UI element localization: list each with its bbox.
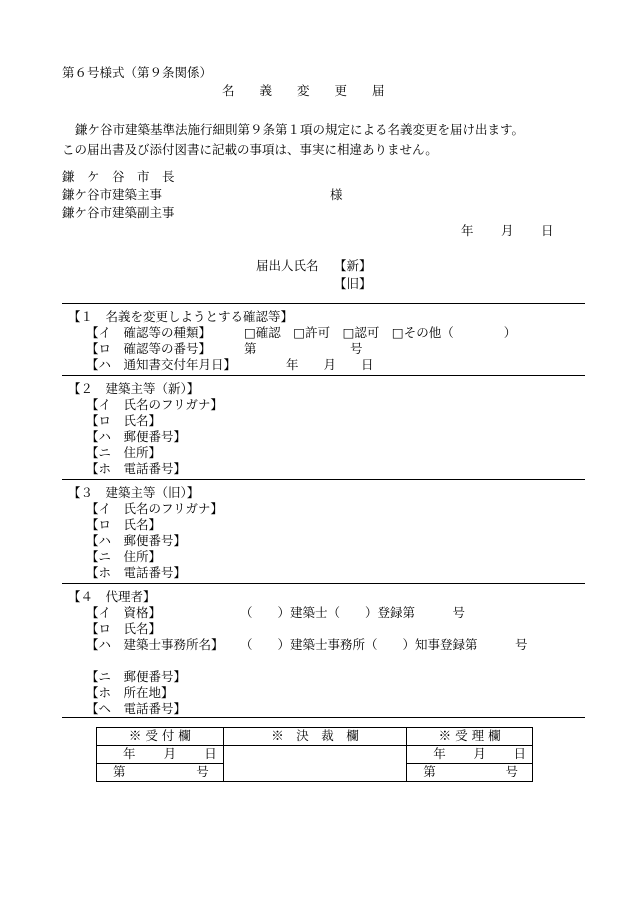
- form-title: 名 義 変 更 届: [222, 83, 385, 98]
- processing-number: [407, 764, 533, 782]
- section1-type-label: 【イ 確認等の種類】: [86, 325, 212, 340]
- section1-date-value: 年 月 日: [286, 357, 374, 372]
- section3-item: 【ロ 氏名】: [86, 517, 162, 532]
- received-date: [97, 746, 224, 764]
- section4-office-label: 【ハ 建築士事務所名】: [86, 637, 224, 652]
- processing-month: 月: [473, 746, 486, 762]
- received-number: [97, 764, 224, 782]
- received-day: 日: [204, 746, 217, 762]
- section2-item: 【ニ 住所】: [86, 445, 162, 460]
- section1-number-label: 【ロ 確認等の番号】: [86, 341, 212, 356]
- addressee-sama: 様: [330, 187, 343, 202]
- applicant-new: 【新】: [334, 258, 372, 273]
- processing-go: 号: [505, 764, 518, 780]
- section2-item: 【ハ 郵便番号】: [86, 429, 187, 444]
- divider: [62, 375, 585, 376]
- processing-day: 日: [513, 746, 526, 762]
- processing-header: ※ 受 理 欄: [407, 728, 533, 746]
- section2-item: 【ロ 氏名】: [86, 413, 162, 428]
- received-month: 月: [163, 746, 177, 762]
- decision-header: ※ 決 裁 欄: [223, 728, 407, 746]
- section4-title: 【４ 代理者】: [68, 589, 156, 604]
- section1-title: 【１ 名義を変更しようとする確認等】: [68, 309, 294, 324]
- date-year: 年: [461, 223, 474, 238]
- received-year: 年: [123, 746, 136, 762]
- divider: [62, 479, 585, 480]
- section3-item: 【ハ 郵便番号】: [86, 533, 187, 548]
- section1-type-options: □確認 □許可 □認可 □その他（ ）: [244, 325, 517, 340]
- divider: [62, 303, 585, 304]
- addressee-mayor: 鎌 ケ 谷 市 長: [62, 169, 175, 184]
- section3-item: 【イ 氏名のフリガナ】: [86, 501, 223, 516]
- processing-date: [407, 746, 533, 764]
- applicant-old: 【旧】: [334, 276, 372, 291]
- section4-item: 【ヘ 電話番号】: [86, 701, 187, 716]
- addressee-chief: 鎌ケ谷市建築主事: [62, 187, 163, 202]
- applicant-label: 届出人氏名: [256, 258, 319, 273]
- decision-cell: [223, 746, 407, 782]
- section2-title: 【２ 建築主等（新）】: [68, 381, 200, 396]
- processing-year: 年: [433, 746, 446, 762]
- section4-item: 【ニ 郵便番号】: [86, 669, 187, 684]
- section4-qualification-label: 【イ 資格】: [86, 605, 162, 620]
- section1-date-label: 【ハ 通知書交付年月日】: [86, 357, 237, 372]
- section4-qualification-value: （ ）建築士（ ）登録第 号: [240, 605, 466, 620]
- date-day: 日: [541, 223, 554, 238]
- divider: [62, 583, 585, 584]
- form-number: 第６号様式（第９条関係）: [62, 65, 213, 80]
- office-use-table: [96, 727, 533, 782]
- section4-office-value: （ ）建築士事務所（ ）知事登録第 号: [240, 637, 528, 652]
- divider: [62, 717, 585, 718]
- received-go: 号: [196, 764, 209, 780]
- section2-item: 【ホ 電話番号】: [86, 461, 187, 476]
- section2-item: 【イ 氏名のフリガナ】: [86, 397, 223, 412]
- section4-name-label: 【ロ 氏名】: [86, 621, 162, 636]
- section4-item: 【ホ 所在地】: [86, 685, 174, 700]
- intro-line-1: 鎌ケ谷市建築基準法施行細則第９条第１項の規定による名義変更を届け出ます。: [75, 122, 525, 137]
- section1-number-dai: 第: [244, 341, 257, 356]
- date-month: 月: [501, 223, 514, 238]
- section3-item: 【ホ 電話番号】: [86, 565, 187, 580]
- addressee-vice: 鎌ケ谷市建築副主事: [62, 205, 175, 220]
- processing-dai: 第: [423, 764, 436, 780]
- section1-number-go: 号: [350, 341, 363, 356]
- section3-title: 【３ 建築主等（旧）】: [68, 485, 200, 500]
- received-header: ※ 受 付 欄: [97, 728, 224, 746]
- received-dai: 第: [113, 764, 126, 780]
- intro-line-2: この届出書及び添付図書に記載の事項は、事実に相違ありません。: [62, 142, 438, 157]
- section3-item: 【ニ 住所】: [86, 549, 162, 564]
